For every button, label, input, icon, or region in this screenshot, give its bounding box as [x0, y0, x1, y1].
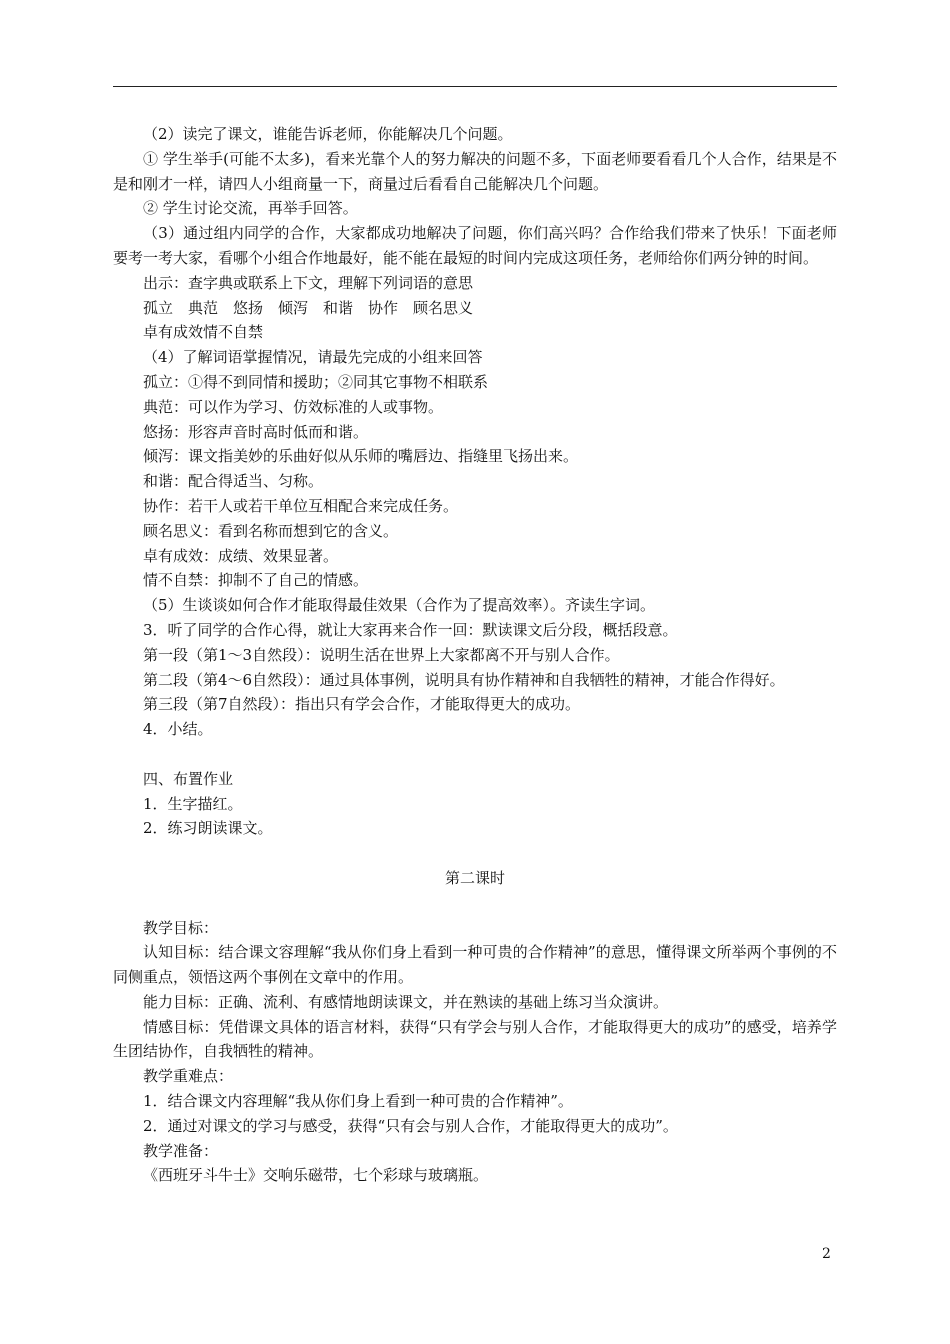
- paragraph: （4）了解词语掌握情况，请最先完成的小组来回答: [143, 348, 483, 367]
- definition: 卓有成效：成绩、效果显著。: [143, 546, 339, 565]
- subheading: 教学准备：: [143, 1141, 219, 1160]
- definition: 和谐：配合得适当、匀称。: [143, 472, 324, 491]
- paragraph: 第一段（第1～3自然段）：说明生活在世界上大家都离不开与别人合作。: [143, 645, 620, 664]
- page-number: 2: [822, 1246, 831, 1262]
- paragraph: 能力目标：正确、流利、有感情地朗读课文，并在熟读的基础上练习当众演讲。: [143, 992, 669, 1011]
- paragraph: 情感目标：凭借课文具体的语言材料，获得“只有学会与别人合作，才能取得更大的成功”的感受，培养学生团结协作，自我牺牲的精神。: [113, 1017, 837, 1061]
- paragraph: 认知目标：结合课文容理解“我从你们身上看到一种可贵的合作精神”的意思，懂得课文所举两个事例的不同侧重点，领悟这两个事例在文章中的作用。: [113, 943, 837, 987]
- list-item: 1．生字描红。: [143, 794, 243, 813]
- paragraph: （2）读完了课文，谁能告诉老师，你能解决几个问题。: [143, 125, 513, 143]
- header-divider: [113, 86, 837, 87]
- vocabulary-list: 卓有成效情不自禁: [143, 323, 264, 342]
- paragraph: （5）生谈谈如何合作才能取得最佳效果（合作为了提高效率）。齐读生字词。: [143, 596, 656, 615]
- definition: 悠扬：形容声音时高时低而和谐。: [143, 422, 369, 441]
- subheading: 教学目标：: [143, 918, 219, 937]
- paragraph: ① 学生举手(可能不太多)，看来光靠个人的努力解决的问题不多，下面老师要看看几个人合作，结果是不是和刚才一样，请四人小组商量一下，商量过后看看自己能解决几个问题。: [113, 149, 837, 193]
- definition: 典范：可以作为学习、仿效标准的人或事物。: [143, 397, 444, 416]
- list-item: 1．结合课文内容理解“我从你们身上看到一种可贵的合作精神”。: [143, 1092, 573, 1111]
- definition: 协作：若干人或若干单位互相配合来完成任务。: [143, 496, 459, 515]
- definition: 顾名思义：看到名称而想到它的含义。: [143, 521, 399, 540]
- vocabulary-list: 孤立 典范 悠扬 倾泻 和谐 协作 顾名思义: [143, 298, 474, 317]
- subheading: 教学重难点：: [143, 1067, 234, 1086]
- lesson-title: 第二课时: [444, 868, 505, 887]
- paragraph: 4．小结。: [143, 720, 213, 739]
- definition: 倾泻：课文指美妙的乐曲好似从乐师的嘴唇边、指缝里飞扬出来。: [143, 447, 579, 466]
- paragraph: 3．听了同学的合作心得，就让大家再来合作一回：默读课文后分段，概括段意。: [143, 620, 678, 639]
- definition: 孤立：①得不到同情和援助；②同其它事物不相联系: [143, 372, 489, 391]
- paragraph: 第二段（第4～6自然段）：通过具体事例，说明具有协作精神和自我牺牲的精神，才能合作得好。: [143, 670, 785, 689]
- paragraph: 《西班牙斗牛士》交响乐磁带，七个彩球与玻璃瓶。: [143, 1166, 489, 1185]
- paragraph: （3）通过组内同学的合作，大家都成功地解决了问题，你们高兴吗？合作给我们带来了快乐！下面老师要考一考大家，看哪个小组合作地最好，能不能在最短的时间内完成这项任务，老师给你们两分钟的时间。: [113, 224, 837, 267]
- list-item: 2．通过对课文的学习与感受，获得“只有会与别人合作，才能取得更大的成功”。: [143, 1116, 678, 1135]
- paragraph: 出示：查字典或联系上下文，理解下列词语的意思: [143, 273, 474, 292]
- document-body: [113, 122, 837, 1188]
- section-heading: 四、布置作业: [143, 769, 234, 788]
- list-item: 2．练习朗读课文。: [143, 819, 273, 838]
- paragraph: 第三段（第7自然段）：指出只有学会合作，才能取得更大的成功。: [143, 695, 581, 714]
- paragraph: ② 学生讨论交流，再举手回答。: [143, 199, 358, 218]
- definition: 情不自禁：抑制不了自己的情感。: [143, 571, 369, 590]
